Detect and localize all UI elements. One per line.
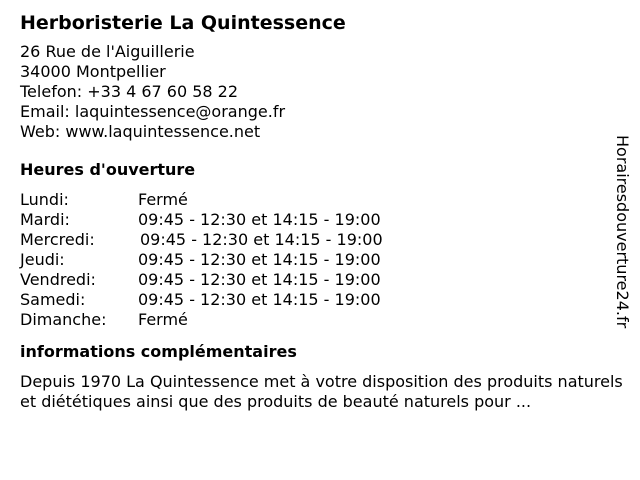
day-label: Dimanche: [20, 310, 107, 329]
hours-row-saturday [20, 290, 620, 310]
day-label: Lundi: [20, 190, 69, 209]
hours-row-wednesday [20, 230, 620, 250]
hours-row-sunday [20, 310, 620, 330]
day-label: Mardi: [20, 210, 70, 229]
hours-row-tuesday [20, 210, 620, 230]
opening-hours-table [20, 190, 620, 330]
address-street: 26 Rue de l'Aiguillerie [20, 42, 195, 61]
day-hours: Fermé [138, 310, 188, 329]
day-hours: 09:45 - 12:30 et 14:15 - 19:00 [138, 210, 381, 229]
site-watermark: Horairesdouverture24.fr [613, 135, 632, 329]
day-label: Mercredi: [20, 230, 95, 249]
additional-info-heading: informations complémentaires [20, 342, 297, 361]
address-city: 34000 Montpellier [20, 62, 166, 81]
day-label: Vendredi: [20, 270, 96, 289]
hours-row-friday [20, 270, 620, 290]
hours-row-monday [20, 190, 620, 210]
day-hours: 09:45 - 12:30 et 14:15 - 19:00 [138, 250, 381, 269]
email-address[interactable]: Email: laquintessence@orange.fr [20, 102, 286, 121]
website-link[interactable]: Web: www.laquintessence.net [20, 122, 261, 141]
opening-hours-heading: Heures d'ouverture [20, 160, 196, 179]
day-hours: 09:45 - 12:30 et 14:15 - 19:00 [138, 270, 381, 289]
phone-number[interactable]: Telefon: +33 4 67 60 58 22 [20, 82, 239, 101]
hours-row-thursday [20, 250, 620, 270]
day-label: Samedi: [20, 290, 86, 309]
day-hours: 09:45 - 12:30 et 14:15 - 19:00 [140, 230, 383, 249]
day-hours: Fermé [138, 190, 188, 209]
business-name: Herboristerie La Quintessence [20, 12, 346, 34]
day-hours: 09:45 - 12:30 et 14:15 - 19:00 [138, 290, 381, 309]
business-description: Depuis 1970 La Quintessence met à votre disposition des produits naturels et diététiques ainsi que des produits de beauté naturels pour ... [20, 372, 623, 411]
day-label: Jeudi: [20, 250, 65, 269]
